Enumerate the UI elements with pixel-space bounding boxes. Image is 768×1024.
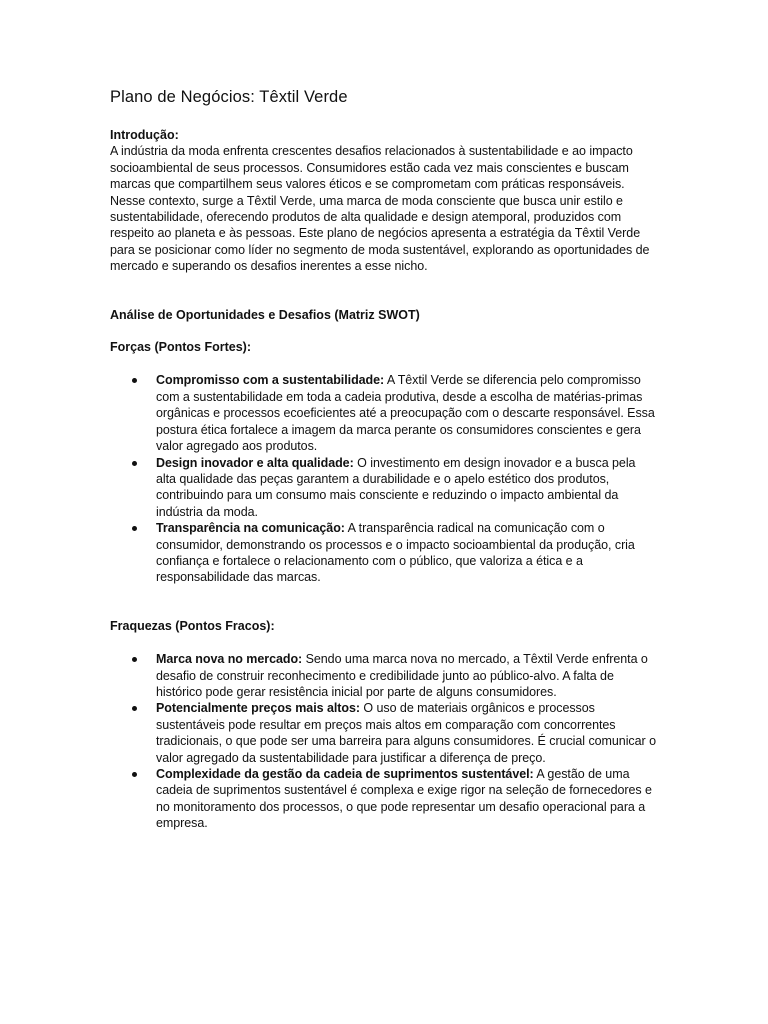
list-item-text: A transparência radical na comunicação com o consumidor, demonstrando os processos e o impacto socioambiental da produção, cria confiança e fortalece o relacionamento com o público, que valoriza a ética e a responsabilidade das marcas. bbox=[156, 521, 635, 585]
spacer bbox=[110, 355, 658, 372]
list-item-title: Marca nova no mercado: bbox=[156, 652, 303, 667]
weaknesses-list bbox=[110, 651, 658, 831]
list-item-text: Sendo uma marca nova no mercado, a Têxtil Verde enfrenta o desafio de construir reconhecimento e credibilidade junto ao público-alvo. A falta de histórico pode gerar resistência inicial por parte de alguns consumidores. bbox=[156, 652, 648, 699]
document-page bbox=[110, 86, 658, 832]
list-item-text: O investimento em design inovador e a busca pela alta qualidade das peças garantem a durabilidade e o apelo estético dos produtos, contribuindo para um consumo mais consciente e reduzindo o impacto ambiental da indústria da moda. bbox=[156, 455, 636, 519]
spacer bbox=[110, 323, 658, 339]
list-item bbox=[110, 651, 658, 700]
strengths-list bbox=[110, 372, 658, 585]
list-item bbox=[110, 520, 658, 586]
list-item bbox=[110, 455, 658, 521]
document-title: Plano de Negócios: Têxtil Verde bbox=[110, 88, 348, 106]
list-item-title: Transparência na comunicação: bbox=[156, 521, 345, 536]
bullet-icon bbox=[132, 706, 137, 711]
intro-label: Introdução: bbox=[110, 128, 179, 142]
bullet-icon bbox=[132, 657, 137, 662]
bullet-icon bbox=[132, 772, 137, 777]
list-item-text: A Têxtil Verde se diferencia pelo compromisso com a sustentabilidade em toda a cadeia produtiva, desde a escolha de matérias-primas orgânicas e processos ecoeficientes até a preocupação com o descarte responsável. Essa postura ética fortalece a imagem da marca perante os consumidores conscientes e gera valor agregado aos produtos. bbox=[156, 373, 655, 454]
spacer bbox=[110, 275, 658, 307]
list-item-text: O uso de materiais orgânicos e processos sustentáveis pode resultar em preços mais altos em comparação com concorrentes tradicionais, o que pode ser uma barreira para alguns consumidores. É crucial comunicar o valor agregado da sustentabilidade para justificar a diferença de preço. bbox=[156, 701, 656, 765]
list-item-title: Design inovador e alta qualidade: bbox=[156, 455, 354, 470]
list-item bbox=[110, 700, 658, 766]
list-item-title: Complexidade da gestão da cadeia de suprimentos sustentável: bbox=[156, 767, 534, 781]
list-item-title: Potencialmente preços mais altos: bbox=[156, 701, 360, 716]
list-item-text: A gestão de uma cadeia de suprimentos sustentável é complexa e exige rigor na seleção de fornecedores e no monitoramento dos processos, o que pode representar um desafio operacional para a empresa. bbox=[156, 767, 652, 831]
intro-paragraph: A indústria da moda enfrenta crescentes desafios relacionados à sustentabilidade e ao impacto socioambiental de seus processos. Consumidores estão cada vez mais conscientes e buscam marcas que compartilhem seus valores éticos e se comprometam com práticas responsáveis. Nesse contexto, surge a Têxtil Verde, uma marca de moda consciente que busca unir estilo e sustentabilidade, oferecendo produtos de alta qualidade e design atemporal, produzidos com respeito ao planeta e às pessoas. Este plano de negócios apresenta a estratégia da Têxtil Verde para se posicionar como líder no segmento de moda sustentável, explorando as oportunidades de mercado e superando os desafios inerentes a esse nicho. bbox=[110, 144, 650, 274]
swot-heading: Análise de Oportunidades e Desafios (Matriz SWOT) bbox=[110, 307, 420, 322]
list-item-title: Compromisso com a sustentabilidade: bbox=[156, 373, 385, 388]
spacer bbox=[110, 586, 658, 618]
list-item bbox=[110, 766, 658, 832]
bullet-icon bbox=[132, 378, 137, 383]
strengths-label: Forças (Pontos Fortes): bbox=[110, 340, 251, 355]
weaknesses-label: Fraquezas (Pontos Fracos): bbox=[110, 618, 275, 633]
spacer bbox=[110, 634, 658, 651]
bullet-icon bbox=[132, 526, 137, 531]
list-item bbox=[110, 372, 658, 454]
bullet-icon bbox=[132, 461, 137, 466]
